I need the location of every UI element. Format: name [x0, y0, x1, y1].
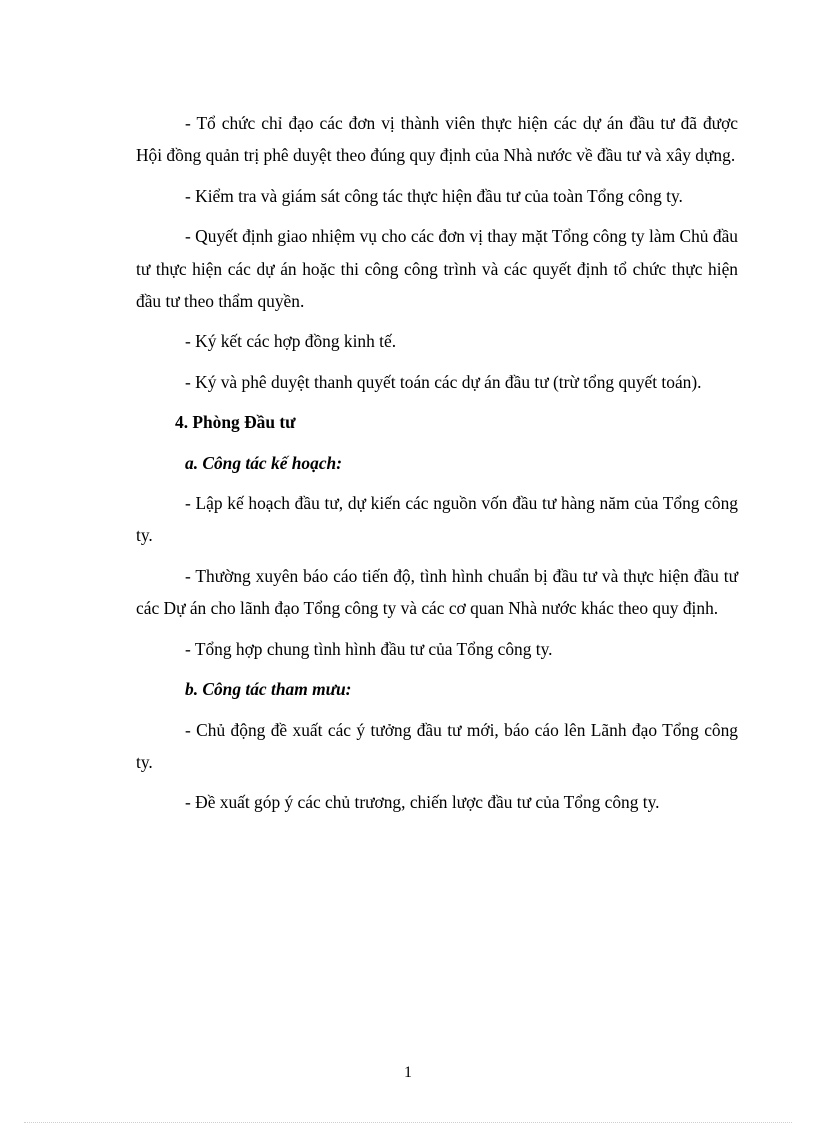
- subsection-heading-advisory: b. Công tác tham mưu:: [185, 679, 352, 700]
- paragraph-contribute-strategy: - Đề xuất góp ý các chủ trương, chiến lược đầu tư của Tổng công ty.: [185, 792, 660, 813]
- paragraph-assignment-decision: - Quyết định giao nhiệm vụ cho các đơn vị thay mặt Tổng công ty làm Chủ đầu tư thực hiện các dự án hoặc thi công công trình và các quyết định tổ chức thực hiện đầu tư theo thẩm quyền.: [136, 226, 738, 312]
- paragraph-approve-settlement: - Ký và phê duyệt thanh quyết toán các dự án đầu tư (trừ tổng quyết toán).: [185, 371, 702, 392]
- paragraph-propose-ideas: - Chủ động đề xuất các ý tưởng đầu tư mới, báo cáo lên Lãnh đạo Tổng công ty.: [136, 719, 738, 772]
- document-body: [136, 107, 738, 827]
- paragraph-inspection: - Kiểm tra và giám sát công tác thực hiện đầu tư của toàn Tổng công ty.: [185, 185, 683, 206]
- paragraph-direct-implementation: - Tổ chức chỉ đạo các đơn vị thành viên thực hiện các dự án đầu tư đã được Hội đồng quản trị phê duyệt theo đúng quy định của Nhà nước về đầu tư và xây dựng.: [136, 113, 738, 166]
- page-number: 1: [404, 1064, 412, 1081]
- section-heading-investment-department: 4. Phòng Đầu tư: [175, 412, 296, 433]
- paragraph-progress-report: - Thường xuyên báo cáo tiến độ, tình hình chuẩn bị đầu tư và thực hiện đầu tư các Dự án cho lãnh đạo Tổng công ty và các cơ quan Nhà nước khác theo quy định.: [136, 565, 738, 619]
- subsection-heading-planning: a. Công tác kế hoạch:: [185, 452, 342, 473]
- paragraph-sign-contracts: - Ký kết các hợp đồng kinh tế.: [185, 331, 397, 352]
- paragraph-summary: - Tổng hợp chung tình hình đầu tư của Tổng công ty.: [185, 638, 553, 659]
- paragraph-investment-plan: - Lập kế hoạch đầu tư, dự kiến các nguồn vốn đầu tư hàng năm của Tổng công ty.: [136, 493, 738, 546]
